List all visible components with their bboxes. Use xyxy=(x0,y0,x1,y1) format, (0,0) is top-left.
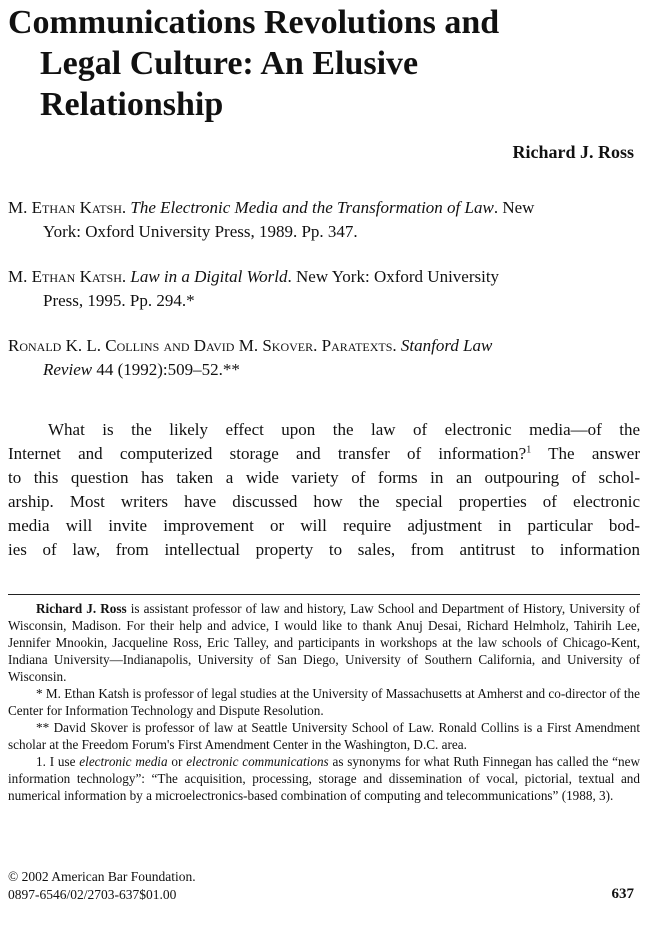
title-line-3: Relationship xyxy=(40,86,224,123)
reviewed-work xyxy=(8,334,640,382)
page-footer xyxy=(8,868,640,904)
double-star-footnote: ** David Skover is professor of law at Seattle University School of Law. Ronald Collins is a First Amendment scholar at the Freedom Forum's First Amendment Center in the Washington, D.C. area. xyxy=(8,720,640,752)
work-citation: 44 (1992):509–52.** xyxy=(92,360,240,379)
footnote-number: 1. I use xyxy=(36,754,80,769)
footnote-divider xyxy=(8,594,640,595)
work-journal: Stanford Law xyxy=(400,336,493,355)
reviewed-works xyxy=(8,196,640,403)
body-line: ies of law, from intellectual property to sales, from antitrust to information xyxy=(8,540,640,559)
article-author: Richard J. Ross xyxy=(512,142,634,162)
footnote-term: electronic media xyxy=(79,754,168,769)
body-line: to this question has taken a wide variety of forms in an outpouring of schol- xyxy=(8,468,640,487)
reviewed-work xyxy=(8,265,640,313)
issn-code: 0897-6546/02/2703-637$01.00 xyxy=(8,887,177,902)
footnote-text: is assistant professor of law and history, Law School and Department of History, University of Wisconsin, Madison. For their help and advice, I would like to thank Anuj Desai, Richard Helmholz, Tahirih Lee, Jennifer Mnookin, Jacqueline Ross, Eric Talley, and participants in workshops at the law schools of Chicago-Kent, Indiana University—Indianapolis, University of San Diego, University of Southern California, and University of Wisconsin. xyxy=(8,601,640,684)
work-publication-cont xyxy=(8,358,640,382)
body-line: arship. Most writers have discussed how the special properties of electronic xyxy=(8,492,640,511)
work-author: M. Ethan Katsh. xyxy=(8,267,127,286)
footnote-text: or xyxy=(167,754,187,769)
work-journal-cont: Review xyxy=(43,360,93,379)
work-publication-cont: Press, 1995. Pp. 294.* xyxy=(43,291,195,310)
footnote-term: electronic communications xyxy=(186,754,329,769)
footnotes xyxy=(8,600,640,804)
body-text-segment: The answer xyxy=(531,444,640,463)
footnote-1 xyxy=(8,753,640,804)
article-title xyxy=(8,2,638,125)
title-line-1: Communications Revolutions and xyxy=(8,4,500,41)
footnote-author-name: Richard J. Ross xyxy=(36,601,127,616)
author-footnote xyxy=(8,600,640,685)
work-title: Law in a Digital World xyxy=(130,267,288,286)
body-text-segment: Internet and computerized storage and transfer of information? xyxy=(8,444,527,463)
body-line xyxy=(8,442,640,466)
work-author: M. Ethan Katsh. xyxy=(8,198,127,217)
body-paragraph xyxy=(8,418,640,562)
footnote-text: as synonyms for what Ruth Finnegan has called the “new information technology”: “The acquisition, processing, storage and dissemination of vocal, pictorial, textual and numerical information by a microelectronics-based combination of computing and telecommunications” (1988, 3). xyxy=(8,754,640,803)
work-publication-cont: York: Oxford University Press, 1989. Pp. 347. xyxy=(43,222,358,241)
work-author: Ronald K. L. Collins and David M. Skover. Paratexts. xyxy=(8,336,397,355)
work-publication: . New xyxy=(493,198,535,217)
star-footnote: * M. Ethan Katsh is professor of legal studies at the University of Massachusetts at Amherst and co-director of the Center for Information Technology and Dispute Resolution. xyxy=(8,686,640,718)
body-line: What is the likely effect upon the law of electronic media—of the xyxy=(48,420,640,439)
page-number: 637 xyxy=(611,886,634,902)
footnote-ref: 1 xyxy=(526,444,532,456)
copyright-line: © 2002 American Bar Foundation. xyxy=(8,869,196,884)
title-line-2: Legal Culture: An Elusive xyxy=(40,45,419,82)
work-publication: . New York: Oxford University xyxy=(287,267,500,286)
body-line: media will invite improvement or will require adjustment in particular bod- xyxy=(8,516,640,535)
reviewed-work xyxy=(8,196,640,244)
work-title: The Electronic Media and the Transformation of Law xyxy=(130,198,494,217)
